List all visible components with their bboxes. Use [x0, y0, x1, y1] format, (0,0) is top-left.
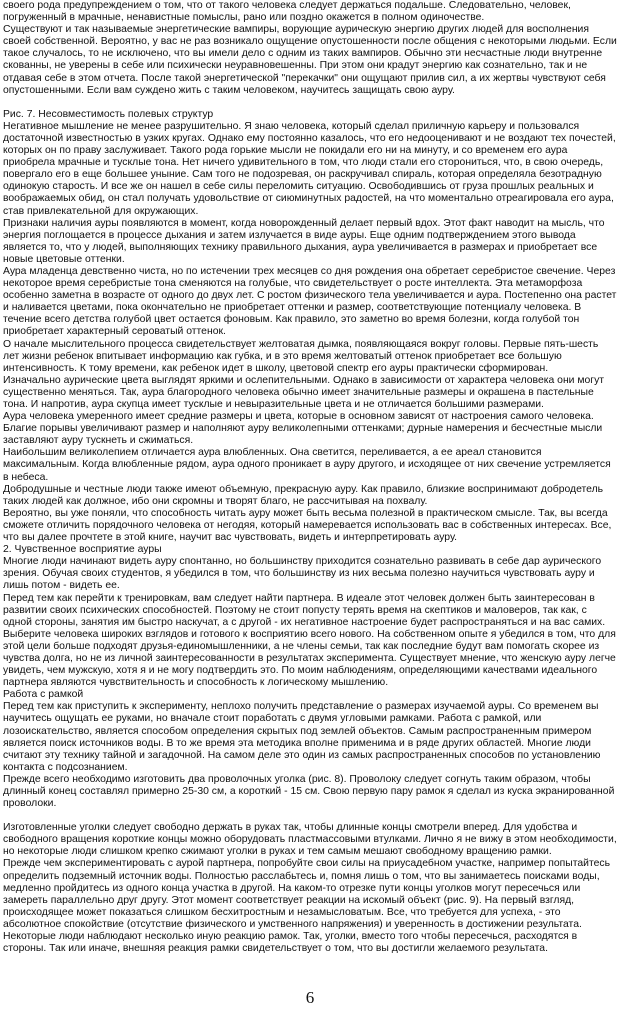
paragraph-water-search: Прежде чем экспериментировать с аурой партнера, попробуйте свои силы на приусадебном участке, например попытайтесь определить подземный источник воды. Полностью расслабьтесь и, помня лишь о том, что вы занимаетесь поисками воды, медленно пройдитесь из одного конца участка в другой. На каком-то отрезке пути концы уголков могут пересечься или замереть параллельно друг другу. Этот момент соответствует реакции на искомый объект (рис. 9). На первый взгляд, происходящее может показаться слишком бесхитростным и незамысловатым. Все, что требуется для успеха, - это абсолютное спокойствие (отсутствие физического и умственного напряжения) и уверенность в достижении результата.	[3, 858, 611, 930]
document-page	[3, 0, 617, 955]
paragraph-energy-vampires: Существуют и так называемые энергетические вампиры, ворующие аурическую энергию других людей для восполнения своей собственной. Вероятно, у вас не раз возникало ощущение опустошенности после общения с некоторыми людьми. Если такое случалось, то не исключено, что вы имели дело с одним из таких вампиров. Обычно эти несчастные люди внутренне скованны, не уверены в себе или психически неуравновешенны. При этом они крадут энергию как сознательно, так и не отдавая себе в этом отчета. После такой энергетической "перекачки" они ощущают прилив сил, а их жертвы чувствуют себя опустошенными. Если вам суждено жить с таким человеком, научитесь защищать свою ауру.	[3, 24, 617, 96]
section-heading-2: 2. Чувственное восприятие ауры	[3, 544, 162, 556]
paragraph-wire-rods: Прежде всего необходимо изготовить два проволочных уголка (рис. 8). Проволоку следует согнуть таким образом, чтобы длинный конец составлял примерно 25-30 см, а короткий - 15 см. Свою первую пару рамок я сделал из куска экранированной проволоки.	[3, 773, 615, 810]
figure-caption-7: Рис. 7. Несовместимость полевых структур	[3, 108, 214, 120]
paragraph-aura-breath: Признаки наличия ауры появляются в момент, когда новорожденный делает первый вдох. Этот факт наводит на мысль, что энергия поглощается в процессе дыхания и затем излучается в виде ауры. Еще одним подтверждением этого вывода является то, что у людей, выполняющих технику правильного дыхания, аура увеличивается в размерах и приобретает все новые цветовые оттенки.	[3, 217, 605, 265]
paragraph-aura-colors: Изначально аурические цвета выглядят яркими и ослепительными. Однако в зависимости от характера человека они могут существенно меняться. Так, аура благородного человека обычно имеет значительные размеры и окрашена в пастельные тона. И напротив, аура скупца имеет тусклые и невыразительные цвета и не отличается большими размерами.	[3, 374, 605, 410]
page-number: 6	[305, 988, 315, 1007]
paragraph-energy-intro-end: своего рода предупреждением о том, что от такого человека следует держаться подальше. Следовательно, человек, погруженный в мрачные, ненавистные помыслы, рано или поздно окажется в полном одиночестве.	[3, 0, 571, 24]
paragraph-moderate-aura: Аура человека умеренного имеет средние размеры и цвета, которые в основном зависят от настроения самого человека. Благие порывы увеличивают размер и наполняют ауру великолепными оттенками; дурные намерения и бесчестные мысли заставляют ауру тускнеть и сжиматься.	[3, 411, 603, 447]
paragraph-holding-rods: Изготовленные уголки следует свободно держать в руках так, чтобы длинные концы смотрели вперед. Для удобства и свободного вращения короткие концы можно оборудовать пластмассовыми втулками. Лично я не вижу в этом необходимости, но некоторые люди слишком крепко сжимают уголки в руках и тем самым мешают свободному вращению рамки.	[3, 822, 617, 858]
paragraph-infant-aura: Аура младенца девственно чиста, но по истечении трех месяцев со дня рождения она обретает серебристое свечение. Через некоторое время серебристые тона сменяются на голубые, что свидетельствует о росте интеллекта. Эта метаморфоза особенно заметна в возрасте от одного до двух лет. С ростом физического тела увеличивается и аура. Постепенно она растет и наливается цветами, пока окончательно не приобретает оттенки и размер, соответствующие потенциалу человека. В течение всего детства голубой цвет остается фоновым. Как правило, это заметно во время болезни, когда голубой тон приобретает характерный сероватый оттенок.	[3, 265, 617, 338]
paragraph-negative-thinking: Негативное мышление не менее разрушительно. Я знаю человека, который сделал приличную карьеру и пользовался достаточной известностью в узких кругах. Однако ему постоянно казалось, что его недооценивают и не воздают тех почестей, которых он по праву заслуживает. Такого рода горькие мысли не покидали его ни на минуту, и со временем его аура приобрела мрачные и тусклые тона. Нет ничего удивительного в том, что люди стали его сторониться, что, в свою очередь, повергало его в еще большее уныние. Сам того не подозревая, он раскручивал спираль, которая определяла безотрадную одинокую старость. И все же он нашел в себе силы переломить ситуацию. Освободившись от груза прошлых реальных и воображаемых обид, он стал получать удовольствие от сиюминутных радостей, на что моментально отреагировала его аура, став привлекательной для окружающих.	[3, 120, 616, 217]
subsection-heading-dowsing: Работа с рамкой	[3, 689, 84, 701]
paragraph-thinking-process: О начале мыслительного процесса свидетельствует желтоватая дымка, появляющаяся вокруг головы. Первые пять-шесть лет жизни ребенок впитывает информацию как губка, и в это время желтоватый оттенок приобретает все большую интенсивность. К тому времени, как ребенок идет в школу, цветовой спектр его ауры практически сформирован.	[3, 338, 599, 374]
paragraph-rod-reaction: Некоторые люди наблюдают несколько иную реакцию рамок. Так, уголки, вместо того чтобы пересечься, расходятся в стороны. Так или иначе, внешняя реакция рамки свидетельствует о том, что вы достигли желаемого результата.	[3, 931, 578, 955]
paragraph-kind-people: Добродушные и честные люди также имеют объемную, прекрасную ауру. Как правило, близкие воспринимают добродетель таких людей как должное, ибо они скромны и творят благо, не рассчитывая на похвалу.	[3, 483, 604, 507]
paragraph-reading-aura: Вероятно, вы уже поняли, что способность читать ауру может быть весьма полезной в практическом смысле. Так, вы всегда сможете отличить порядочного человека от негодяя, который намеревается использовать вас в собственных интересах. Все, что вы далее прочтете в этой книге, научит вас чувствовать, видеть и интерпретировать ауру.	[3, 507, 612, 544]
paragraph-lovers-aura: Наибольшим великолепием отличается аура влюбленных. Она светится, переливается, а ее ареал становится максимальным. Когда влюбленные рядом, аура одного проникает в ауру другого, и исходящее от них свечение устремляется в небеса.	[3, 447, 611, 483]
paragraph-seeing-aura: Многие люди начинают видеть ауру спонтанно, но большинству приходится сознательно развивать в себе дар аурического зрения. Обучая своих студентов, я убедился в том, что большинству из них весьма полезно научиться чувствовать ауру и лишь потом - видеть ее.	[3, 556, 602, 592]
paragraph-partner: Перед тем как перейти к тренировкам, вам следует найти партнера. В идеале этот человек должен быть заинтересован в развитии своих психических способностей. Поэтому не стоит попусту терять время на скептиков и маловеров, так как, с одной стороны, занятия им быстро наскучат, а с другой - их негативное настроение будет распространяться и на вас самих. Выберите человека широких взглядов и готового к восприятию всего нового. На собственном опыте я убедился в том, что для этой цели больше подходят друзья-единомышленники, а не члены семьи, так как последние будут вам помогать скорее из чувства долга, но не из личной заинтересованности в результатах эксперимента. Существует мнение, что женскую ауру легче увидеть, чем мужскую, хотя я и не могу подтвердить это. По моим наблюдениям, определяющими качествами идеального партнера являются чувствительность и способность к логическому мышлению.	[3, 592, 616, 689]
paragraph-dowsing-intro: Перед тем как приступить к эксперименту, неплохо получить представление о размерах изучаемой ауры. Со временем вы научитесь ощущать ее руками, но вначале стоит поработать с двумя угловыми рамками. Работа с рамкой, или лозоискательство, является способом определения скрытых под землей объектов. Самым распространенным примером является поиск источников воды. В то же время эта методика вполне применима и в ряде других областей. Многие люди считают эту технику тайной и загадочной. На самом деле это один из самых распространенных способов по установлению контакта с подсознанием.	[3, 701, 601, 773]
